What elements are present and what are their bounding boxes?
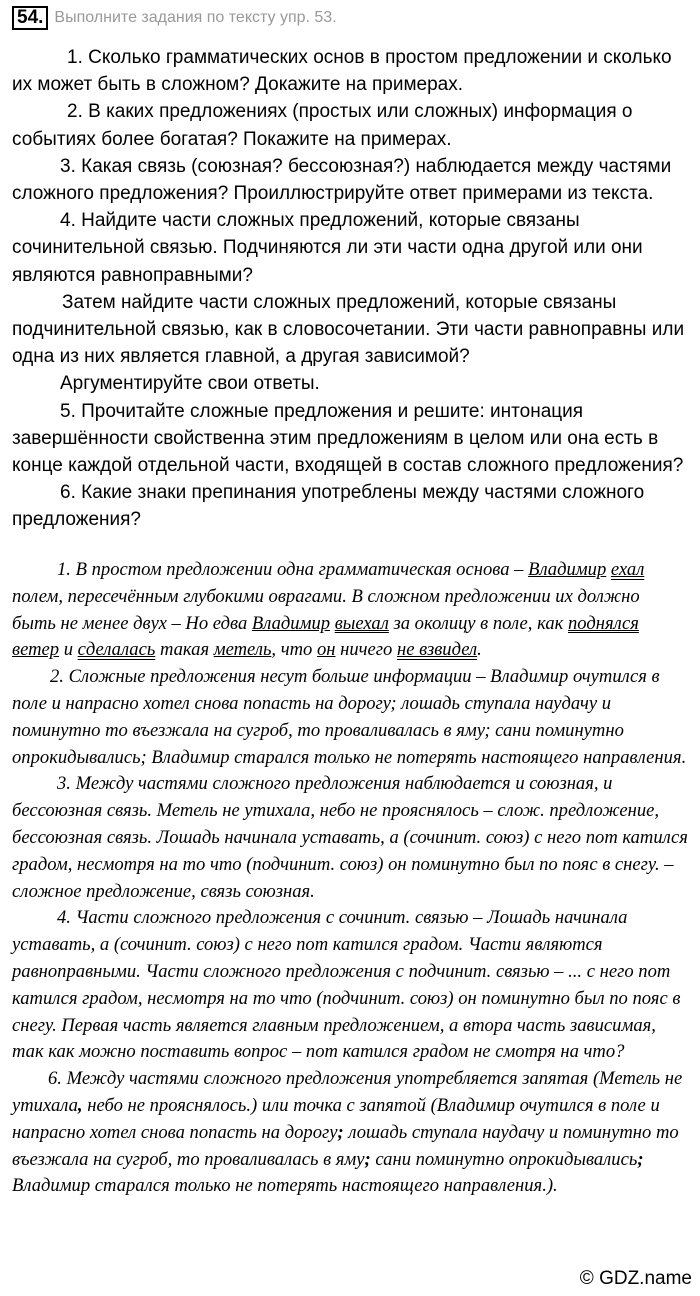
task-5: 5. Прочитайте сложные предложения и решите: интонация завершённости свойственна этим предложениям в целом или она есть в конце каждой отдельной части, входящей в состав сложного предложения? [12, 400, 684, 477]
answer-1-text: , что [271, 639, 317, 661]
answer-6-text: 6. Между частями сложного предложения употребляется запятая (Метель не утихала [12, 1068, 683, 1116]
answer-1-text: ничего [335, 639, 397, 661]
task-2: 2. В каких предложениях (простых или сложных) информация о событиях более богатая? Покажите на примерах. [12, 101, 633, 150]
task-list [12, 44, 688, 534]
answer-1-text: 1. В простом предложении одна грамматическая основа – [57, 559, 529, 580]
task-4: 4. Найдите части сложных предложений, которые связаны сочинительной связью. Подчиняются ли эти части одна другой или они являются равноправными? [12, 210, 643, 286]
punctuation-mark: , [77, 1094, 83, 1116]
exercise-header [12, 6, 337, 30]
answer-1-text: и [59, 639, 78, 661]
exercise-number: 54. [12, 6, 48, 30]
answer-1-text: полем, пересечённым глубокими оврагами. В сложном предложении их должно быть не менее двух – Но едва [12, 585, 640, 634]
predicate-word: поднялся [568, 612, 639, 634]
subject-word: Владимир [528, 559, 607, 580]
answer-6-text: сани поминутно опрокидывались [370, 1148, 638, 1170]
answer-2: 2. Сложные предложения несут больше информации – Владимир очутился в поле и напрасно хотел снова попасть на дорогу; лошадь ступала наудачу и поминутно то въезжала на сугроб, то проваливалась в яму; сани поминутно опрокидывались; Владимир старался только не потерять настоящего направления. [12, 666, 687, 768]
subject-word: он [316, 639, 336, 661]
answer-6-text: Владимир старался только не потерять настоящего направления.). [12, 1175, 558, 1197]
task-4-followup: Затем найдите части сложных предложений, которые связаны подчинительной связью, как в словосочетании. Эти части равноправны или одна из них является главной, а другая зависимой? [12, 291, 685, 368]
answer-6-text: небо не прояснялось.) или точка с запятой (Владимир очутился в поле и напрасно хотел снова попасть на дорогу [12, 1094, 660, 1143]
answer-1 [12, 557, 688, 664]
subject-word: метель [213, 639, 272, 661]
punctuation-mark: ; [337, 1121, 344, 1143]
predicate-word: сделалась [77, 639, 156, 661]
subject-word: ветер [12, 639, 60, 661]
punctuation-mark: ; [637, 1148, 644, 1170]
exercise-instruction: Выполните задания по тексту упр. 53. [54, 9, 337, 26]
answer-6-text: лошадь ступала наудачу и поминутно то въезжала на сугроб, то проваливалась в яму [12, 1121, 679, 1170]
predicate-word: ехал [610, 559, 645, 580]
task-1: 1. Сколько грамматических основ в простом предложении и сколько их может быть в сложном? Докажите на примерах. [12, 47, 672, 96]
task-3: 3. Какая связь (союзная? бессоюзная?) наблюдается между частями сложного предложения? Проиллюстрируйте ответ примерами из текста. [12, 155, 672, 205]
answer-3: 3. Между частями сложного предложения наблюдается и союзная, и бессоюзная связь. Метель не утихала, небо не прояснялось – слож. предложение, бессоюзная связь. Лошадь начинала уставать, а (сочинит. союз) с него пот катился градом, несмотря на то что (подчинит. союз) он поминутно был по пояс в снегу. – сложное предложение, связь союзная. [12, 773, 688, 902]
task-6: 6. Какие знаки препинания употреблены между частями сложного предложения? [12, 482, 645, 531]
predicate-word: выехал [334, 612, 389, 634]
answer-list [12, 557, 688, 1200]
answer-1-text: за околицу в поле, как [388, 612, 568, 634]
punctuation-mark: ; [364, 1148, 371, 1170]
answer-4: 4. Части сложного предложения с сочинит. связью – Лошадь начинала уставать, а (сочинит. союз) с него пот катился градом. Части являются равноправными. Части сложного предложения с подчинит. связью – ... с него пот катился градом, несмотря на то что (подчинит. союз) он поминутно был по пояс в снегу. Первая часть является главным предложением, а втора часть зависимая, так как можно поставить вопрос – пот катился градом не смотря на что? [12, 907, 681, 1063]
answer-6 [12, 1066, 688, 1200]
answer-1-text: . [477, 639, 482, 661]
task-4-conclusion: Аргументируйте свои ответы. [60, 373, 320, 395]
answer-1-text: такая [155, 639, 214, 661]
predicate-word: не взвидел [397, 639, 478, 661]
subject-word: Владимир [251, 612, 331, 634]
copyright-footer: © GDZ.name [579, 1268, 692, 1289]
